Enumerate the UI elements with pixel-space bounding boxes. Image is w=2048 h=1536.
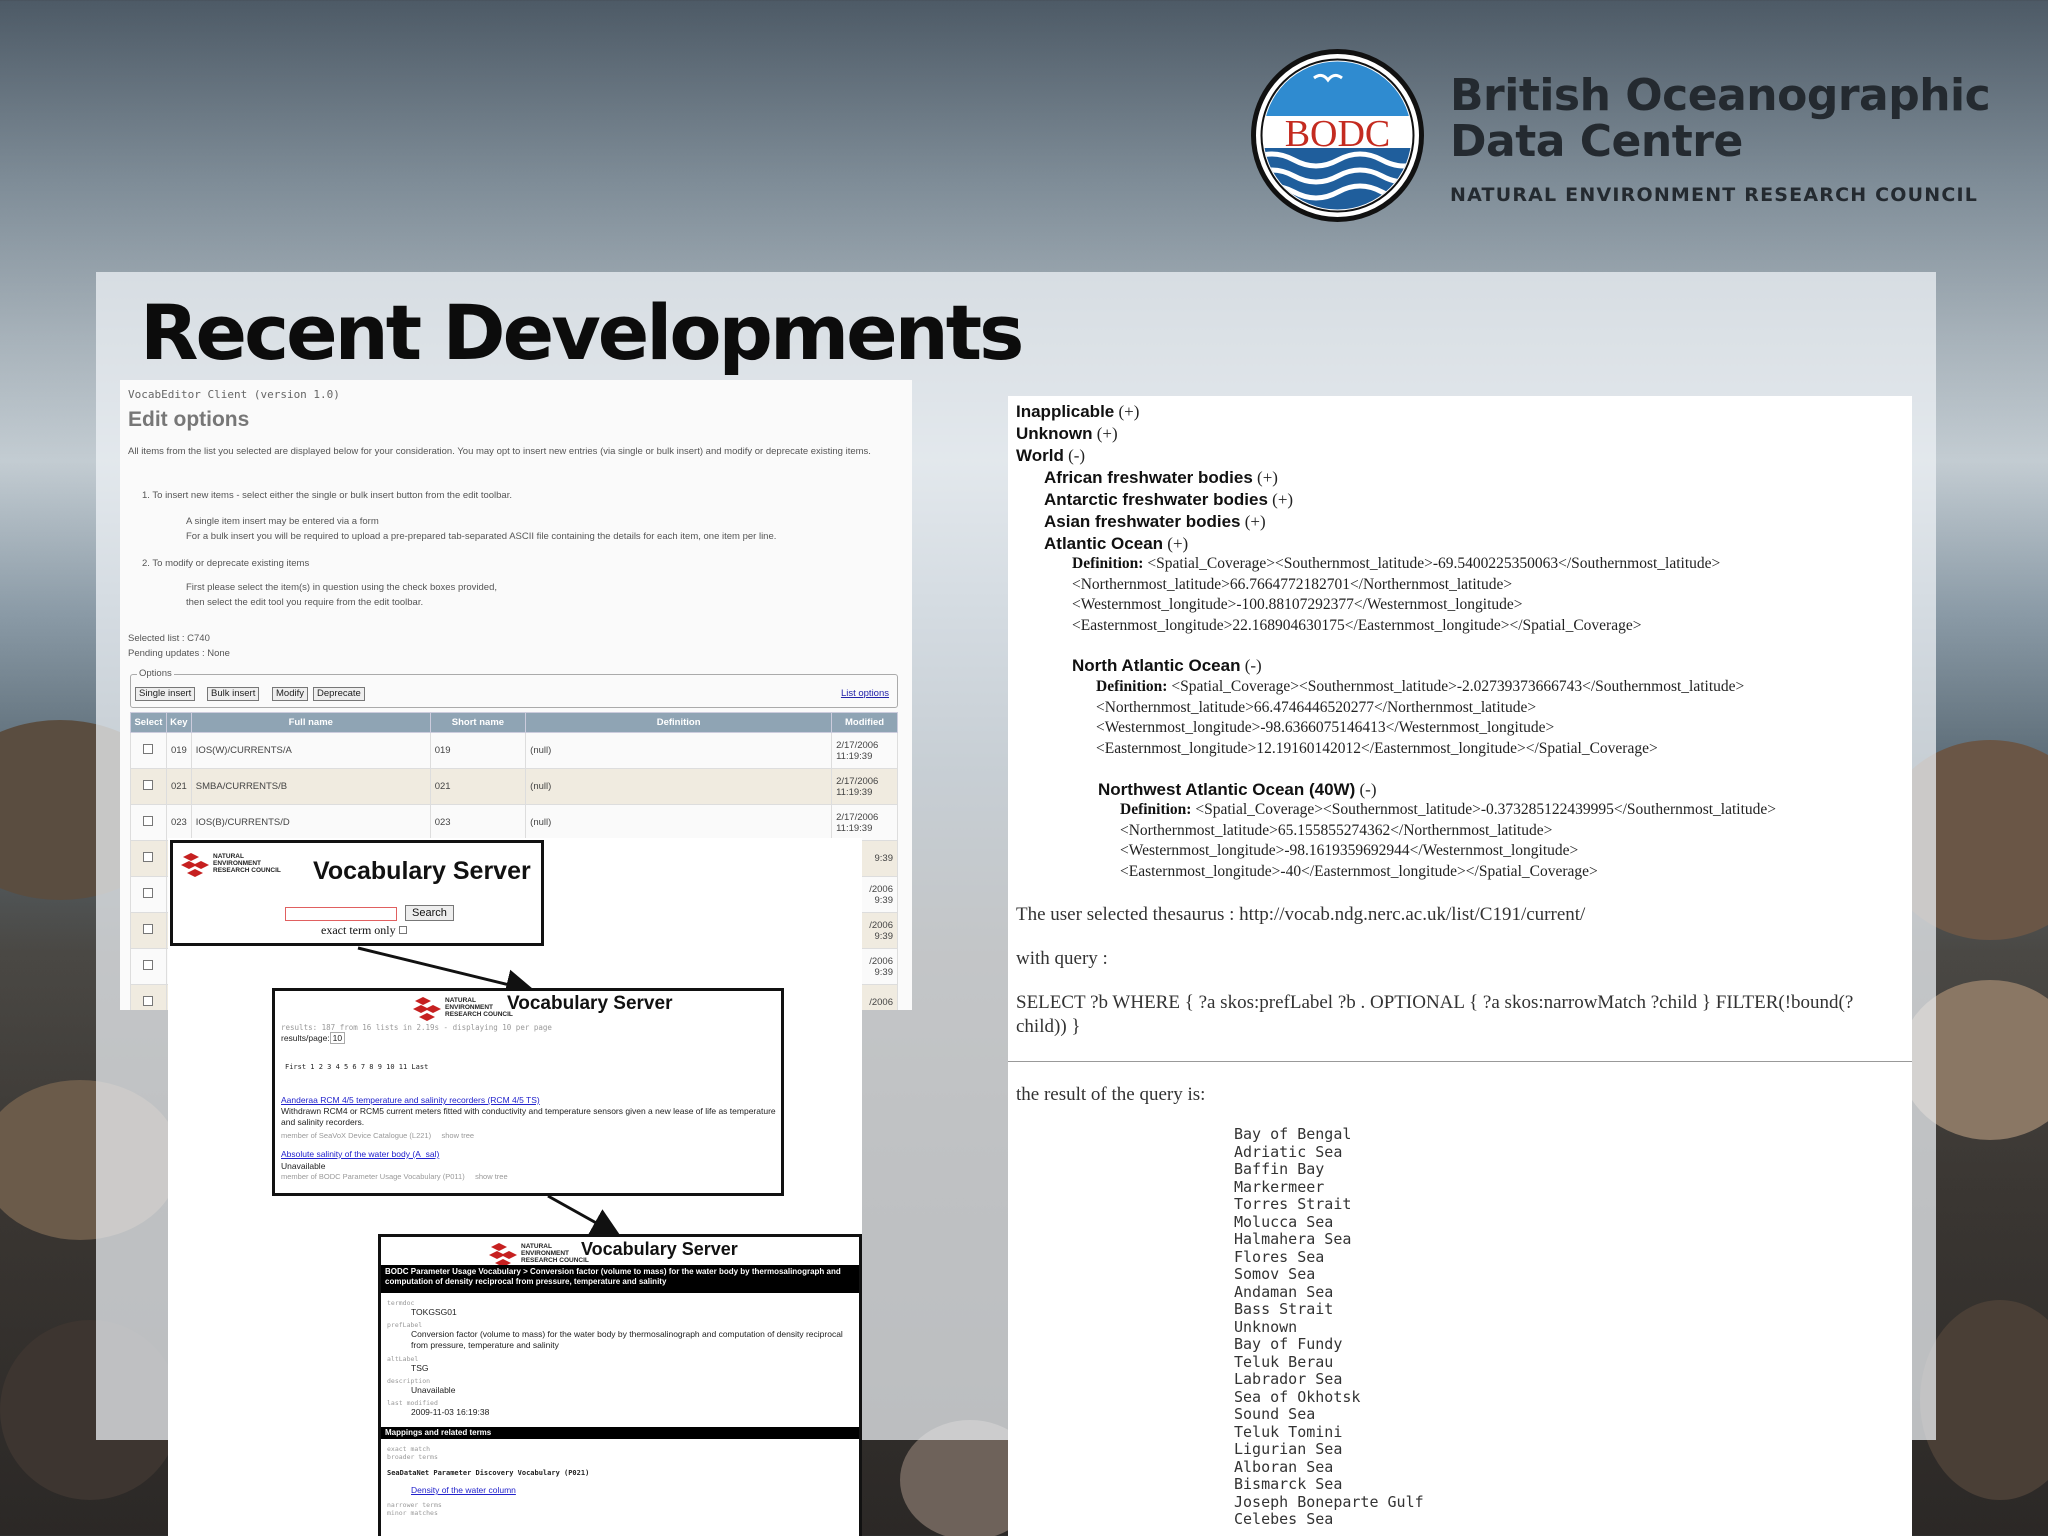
field-key: prefLabel [387,1321,423,1329]
arrow-1 [358,948,530,990]
exact-term-checkbox[interactable] [399,926,407,934]
column-header: Short name [430,713,525,733]
step-1: 1. To insert new items - select either the single or bulk insert button from the edit toolbar. [142,490,512,501]
query-line-2: child)) } [1016,1016,1081,1037]
field-key: broader terms [387,1453,438,1461]
tree-node[interactable]: Unknown (+) [1016,424,1118,443]
list-meta: Selected list : C740 Pending updates : None [128,633,230,659]
client-version: VocabEditor Client (version 1.0) [128,388,340,401]
vocab-server-title: Vocabulary Server [313,857,531,885]
result-member-2: member of BODC Parameter Usage Vocabulary (P011) show tree [281,1172,508,1181]
row-checkbox[interactable] [143,996,153,1006]
bodc-badge-icon [1250,48,1425,223]
row-checkbox[interactable] [143,960,153,970]
result-item: Bay of Fundy [1234,1335,1343,1353]
tree-node[interactable]: Inapplicable (+) [1016,402,1140,421]
vocab-concept-box [378,1234,862,1536]
nerc-name: NATURAL ENVIRONMENT RESEARCH COUNCIL [521,1243,589,1264]
results-per-page: results/page: 10 [281,1033,345,1043]
options-legend: Options [139,668,172,679]
tree-node[interactable]: Northwest Atlantic Ocean (40W) (-) [1098,780,1377,799]
field-value: 2009-11-03 16:19:38 [411,1407,490,1417]
north-atlantic-definition: Definition: <Spatial_Coverage><Southernmost_latitude>-2.02739373666743</Southernmost_latitude><Northernmost_latitude>66.4746446520277</Northernmost_latitude><Westernmost_longitude>-98.6366075146413</Westernmost_longitude><Easternmost_longitude>12.19160142012</Easternmost_longitude></Spatial_Coverage> [1096,678,1745,757]
row-checkbox[interactable] [143,780,153,790]
row-checkbox[interactable] [143,852,153,862]
result-item: Somov Sea [1234,1265,1316,1283]
field-value: TSG [411,1363,429,1373]
search-input[interactable] [285,907,397,921]
atlantic-definition: Definition: <Spatial_Coverage><Southernmost_latitude>-69.5400225350063</Southernmost_latitude><Northernmost_latitude>66.7664772182701</Northernmost_latitude><Westernmost_longitude>-100.88107292377</Westernmost_longitude><Easternmost_longitude>22.168904630175</Easternmost_longitude></Spatial_Coverage> [1072,555,1721,634]
row-checkbox[interactable] [143,924,153,934]
field-key: narrower terms [387,1501,442,1509]
step-2-details: First please select the item(s) in question using the check boxes provided, then select the edit tool you require from the edit toolbar. [186,582,498,608]
tree-node[interactable]: North Atlantic Ocean (-) [1072,656,1262,675]
row-checkbox[interactable] [143,888,153,898]
result-member-1: member of SeaVoX Device Catalogue (L221) show tree [281,1131,475,1140]
result-link-1[interactable]: Aanderaa RCM 4/5 temperature and salinity recorders (RCM 4/5 TS) [281,1095,540,1105]
result-desc-2: Unavailable [281,1161,326,1171]
vocab-search-box [170,840,544,946]
arrow-2 [548,1196,616,1234]
related-vocabulary: SeaDataNet Parameter Discovery Vocabulary (P021) [387,1469,590,1477]
brand-line-2: Data Centre [1450,116,1743,167]
bodc-logo [1250,48,1990,228]
options-fieldset [130,668,898,708]
result-item: Flores Sea [1234,1247,1325,1266]
nerc-name: NATURAL ENVIRONMENT RESEARCH COUNCIL [213,853,281,874]
result-item: Molucca Sea [1234,1212,1334,1231]
result-item: Markermeer [1234,1177,1325,1196]
field-key: termdoc [387,1299,415,1307]
results-summary: results: 187 from 16 lists in 2.19s - displaying 10 per page [281,1023,552,1032]
table-row: 019 IOS(W)/CURRENTS/A 019 (null) 2/17/2006 11:19:39 [131,733,898,769]
nerc-logo-icon [411,995,445,1021]
field-value: Conversion factor (volume to mass) for the water body by thermosalinograph and computation of density reciprocal from pressure, temperature and salinity [411,1329,843,1350]
result-item: Celebes Sea [1234,1510,1334,1528]
field-value: TOKGSG01 [411,1307,457,1317]
field-key: description [387,1377,431,1385]
tree-node[interactable]: World (-) [1016,446,1086,465]
result-item: Bismarck Sea [1234,1475,1343,1493]
thesaurus-query-screenshot [1008,396,1912,1536]
column-header: Definition [526,713,832,733]
step-2: 2. To modify or deprecate existing items [142,558,310,569]
result-desc-1: Withdrawn RCM4 or RCM5 current meters fitted with conductivity and temperature sensors given a new lease of life as temperature and salinity recorders. [281,1106,776,1127]
result-item: Joseph Boneparte Gulf [1234,1492,1424,1511]
show-tree-link[interactable]: show tree [441,1131,475,1140]
step-1-details: A single item insert may be entered via a form For a bulk insert you will be required to upload a pre-prepared tab-separated ASCII file containing the details for each item, one item per line. [186,516,777,542]
bulk-insert-button[interactable]: Bulk insert [207,687,259,701]
nerc-name: NATURAL ENVIRONMENT RESEARCH COUNCIL [445,997,513,1018]
table-header [131,713,898,733]
pager[interactable]: First 1 2 3 4 5 6 7 8 9 10 11 Last [285,1063,429,1071]
divider [1008,1061,1912,1062]
result-item: Bass Strait [1234,1300,1334,1318]
result-item: Torres Strait [1234,1195,1352,1213]
mappings-header: Mappings and related terms [381,1427,862,1439]
row-checkbox[interactable] [143,744,153,754]
modify-button[interactable]: Modify [272,687,308,701]
tree-node[interactable]: Asian freshwater bodies (+) [1044,512,1266,531]
field-key: minor matches [387,1509,438,1517]
result-item: Unknown [1234,1317,1298,1336]
result-item: Andaman Sea [1234,1282,1334,1301]
result-item: Sea of Okhotsk [1234,1387,1361,1406]
edit-options-heading: Edit options [128,408,250,431]
related-term-link[interactable]: Density of the water column [411,1485,516,1495]
result-item: Bay of Bengal [1234,1125,1352,1143]
column-header: Select [131,713,167,733]
result-label: the result of the query is: [1016,1084,1206,1105]
exact-term-option[interactable]: exact term only [321,923,407,938]
concept-header: BODC Parameter Usage Vocabulary > Conversion factor (volume to mass) for the water body by thermosalinograph and computation of density reciprocal from pressure, temperature and salinity [381,1265,862,1293]
vocab-server-title: Vocabulary Server [507,993,673,1014]
column-header: Full name [191,713,430,733]
vocab-server-title: Vocabulary Server [581,1239,738,1259]
brand-line-1: British Oceanographic [1450,70,1991,121]
table-row: 021 SMBA/CURRENTS/B 021 (null) 2/17/2006 11:19:39 [131,769,898,805]
result-item: Sound Sea [1234,1405,1316,1423]
field-key: exact match [387,1445,431,1453]
show-tree-link[interactable]: show tree [475,1172,508,1181]
vocab-results-box [272,988,784,1196]
brand-line-3: NATURAL ENVIRONMENT RESEARCH COUNCIL [1450,184,1979,206]
result-item: Teluk Berau [1234,1352,1334,1371]
field-key: last modified [387,1399,438,1407]
northwest-atlantic-definition: Definition: <Spatial_Coverage><Southernmost_latitude>-0.373285122439995</Southernmost_latitude><Northernmost_latitude>65.155855274362</Northernmost_latitude><Westernmost_longitude>-98.1619359692944</Westernmost_longitude><Easternmost_longitude>-40</Easternmost_longitude></Spatial_Coverage> [1120,801,1777,880]
tree-node[interactable]: African freshwater bodies (+) [1044,468,1278,487]
selected-thesaurus: The user selected thesaurus : http://vocab.ndg.nerc.ac.uk/list/C191/current/ [1016,904,1586,925]
column-header: Key [166,713,191,733]
field-value: Unavailable [411,1385,456,1395]
search-button[interactable]: Search [405,905,454,921]
column-header: Modified [832,713,898,733]
table-row: 023 IOS(B)/CURRENTS/D 023 (null) 2/17/2006 11:19:39 [131,805,898,841]
result-item: Halmahera Sea [1234,1230,1352,1248]
result-item: Baffin Bay [1234,1160,1325,1178]
single-insert-button[interactable]: Single insert [135,687,195,701]
result-item: Adriatic Sea [1234,1142,1343,1161]
nerc-logo-icon [487,1241,521,1267]
result-link-2[interactable]: Absolute salinity of the water body (A_sal) [281,1149,440,1159]
table-row: /2006 9:39 [131,877,898,913]
svg-text:BODC: BODC [1284,113,1391,155]
tree-node[interactable]: Antarctic freshwater bodies (+) [1044,490,1294,509]
vocab-server-workflow [168,838,862,1536]
list-options-link[interactable]: List options [840,688,889,699]
table-row: 9:39 [131,841,898,877]
result-item: Ligurian Sea [1234,1440,1343,1458]
intro-text: All items from the list you selected are displayed below for your consideration. You may opt to insert new entries (via single or bulk insert) and modify or deprecate existing items. [128,446,871,457]
query-line-1: SELECT ?b WHERE { ?a skos:prefLabel ?b . OPTIONAL { ?a skos:narrowMatch ?child } FILTER(!bound(? [1016,992,1854,1013]
slide-title: Recent Developments [140,288,1022,377]
result-item: Alboran Sea [1234,1457,1334,1476]
table-row: /2006 9:39 [131,949,898,985]
table-row: /2006 [131,985,898,1011]
query-results-list [1234,1126,1424,1529]
result-item: Labrador Sea [1234,1370,1343,1388]
with-query-label: with query : [1016,948,1108,969]
tree-node[interactable]: Atlantic Ocean (+) [1044,534,1189,553]
field-key: altLabel [387,1355,419,1363]
result-item: Teluk Tomini [1234,1422,1343,1441]
table-row: /2006 9:39 [131,913,898,949]
results-per-page-select[interactable]: 10 [330,1032,345,1044]
deprecate-button[interactable]: Deprecate [313,687,365,701]
nerc-logo-icon [179,851,213,877]
row-checkbox[interactable] [143,816,153,826]
